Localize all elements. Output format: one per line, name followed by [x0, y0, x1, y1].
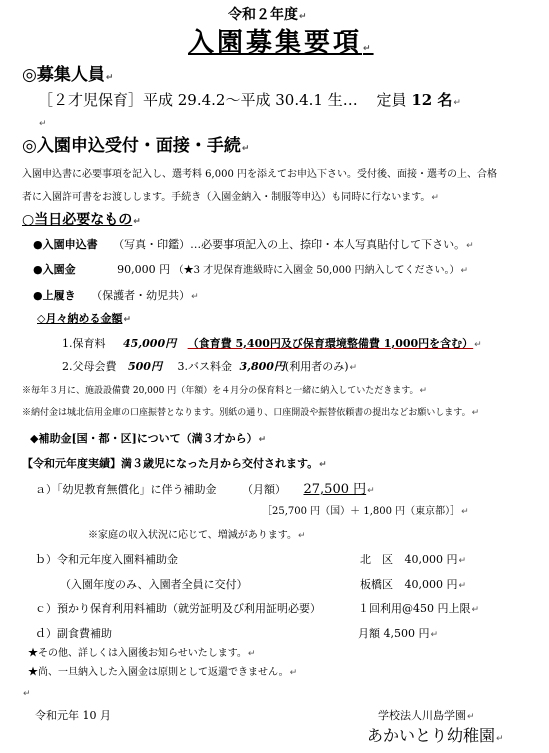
subsidy-d-value: 月額 4,500 円↵ [358, 627, 439, 640]
footer-date: 令和元年 10 月 [35, 709, 111, 722]
apply-text-2: 者に入園許可書をお渡しします。手続き（入園金納入・制服等申込）も同時に行ないます。↵ [22, 192, 439, 203]
subsidy-a-note: ※家庭の収入状況に応じて、増減があります。↵ [88, 530, 306, 541]
subsidy-d: ｄ）副食費補助 [35, 627, 112, 640]
subsidy-a: ａ）「幼児教育無償化」に伴う補助金 （月額） 27,500 円↵ [35, 482, 375, 497]
subsidy-c: ｃ）預かり保育利用料補助（就労証明及び利用証明必要） [35, 602, 321, 615]
subsidy-heading: ◆補助金[国・都・区]について（満３才から）↵ [30, 432, 267, 445]
subsidy-b-itabashi: 板橋区 40,000 円↵ [360, 578, 467, 591]
monthly-heading: ◇月々納める金額↵ [37, 312, 132, 325]
apply-heading: ◎入園申込受付・面接・手続↵ [22, 136, 250, 156]
needs-item-shoes: ●上履き （保護者・幼児共）↵ [33, 289, 199, 302]
subsidy-a-breakdown: ［25,700 円（国）＋ 1,800 円（東京都）］↵ [262, 506, 469, 517]
needs-item-application: ●入園申込書 （写真・印鑑）…必要事項記入の上、捺印・本人写真貼付して下さい。↵ [33, 238, 474, 251]
monthly-fee-2-3: 2.父母会費 500円 3.バス料金 3,800円(利用者のみ)↵ [62, 360, 358, 373]
subsidy-sub-heading: 【令和元年度実績】満３歳児になった月から交付されます。↵ [22, 457, 327, 470]
footer-org: 学校法人川島学園↵ [378, 709, 475, 722]
subsidy-b-note: （入園年度のみ、入園者全員に交付） [60, 578, 248, 591]
note-facility-fee: ※毎年３月に、施設設備費 20,000 円（年額）を４月分の保育料と一緒に納入していただきます。↵ [22, 386, 428, 396]
apply-text-1: 入園申込書に必要事項を記入し、選考料 6,000 円を添えてお申込下さい。受付後、面接・選考の上、合格 [22, 169, 497, 180]
year-label: 令和２年度↵ [228, 7, 307, 23]
note-more-info: ★その他、詳しくは入園後お知らせいたします。↵ [28, 648, 256, 659]
recruit-heading: ◎募集人員↵ [22, 65, 114, 85]
subsidy-c-value: １回利用@450 円上限↵ [358, 602, 480, 615]
footer-school: あかいとり幼稚園↵ [367, 726, 504, 745]
note-payment: ※納付金は城北信用金庫の口座振替となります。別紙の通り、口座開設や振替依頼書の提出などお願いします。↵ [22, 408, 480, 418]
needs-item-entrance-fee: ●入園金 90,000 円 （★3 才児保育進級時に入園金 50,000 円納入してください。）↵ [33, 263, 469, 276]
page-title: 入園募集要項↵ [188, 28, 374, 58]
note-no-refund: ★尚、一旦納入した入園金は原則として返還できません。↵ [28, 667, 298, 678]
subsidy-b-kita: 北 区 40,000 円↵ [360, 553, 467, 566]
needs-heading: ○当日必要なもの↵ [22, 212, 141, 228]
recruit-line: ［２才児保育］平成 29.4.2～平成 30.4.1 生… 定員 12 名↵ [38, 91, 461, 109]
monthly-fee-1: 1.保育料 45,000円 （食育費 5,400円及び保育環境整備費 1,000円を含む）↵ [62, 337, 482, 350]
subsidy-b: ｂ）令和元年度入園料補助金 [35, 553, 178, 566]
